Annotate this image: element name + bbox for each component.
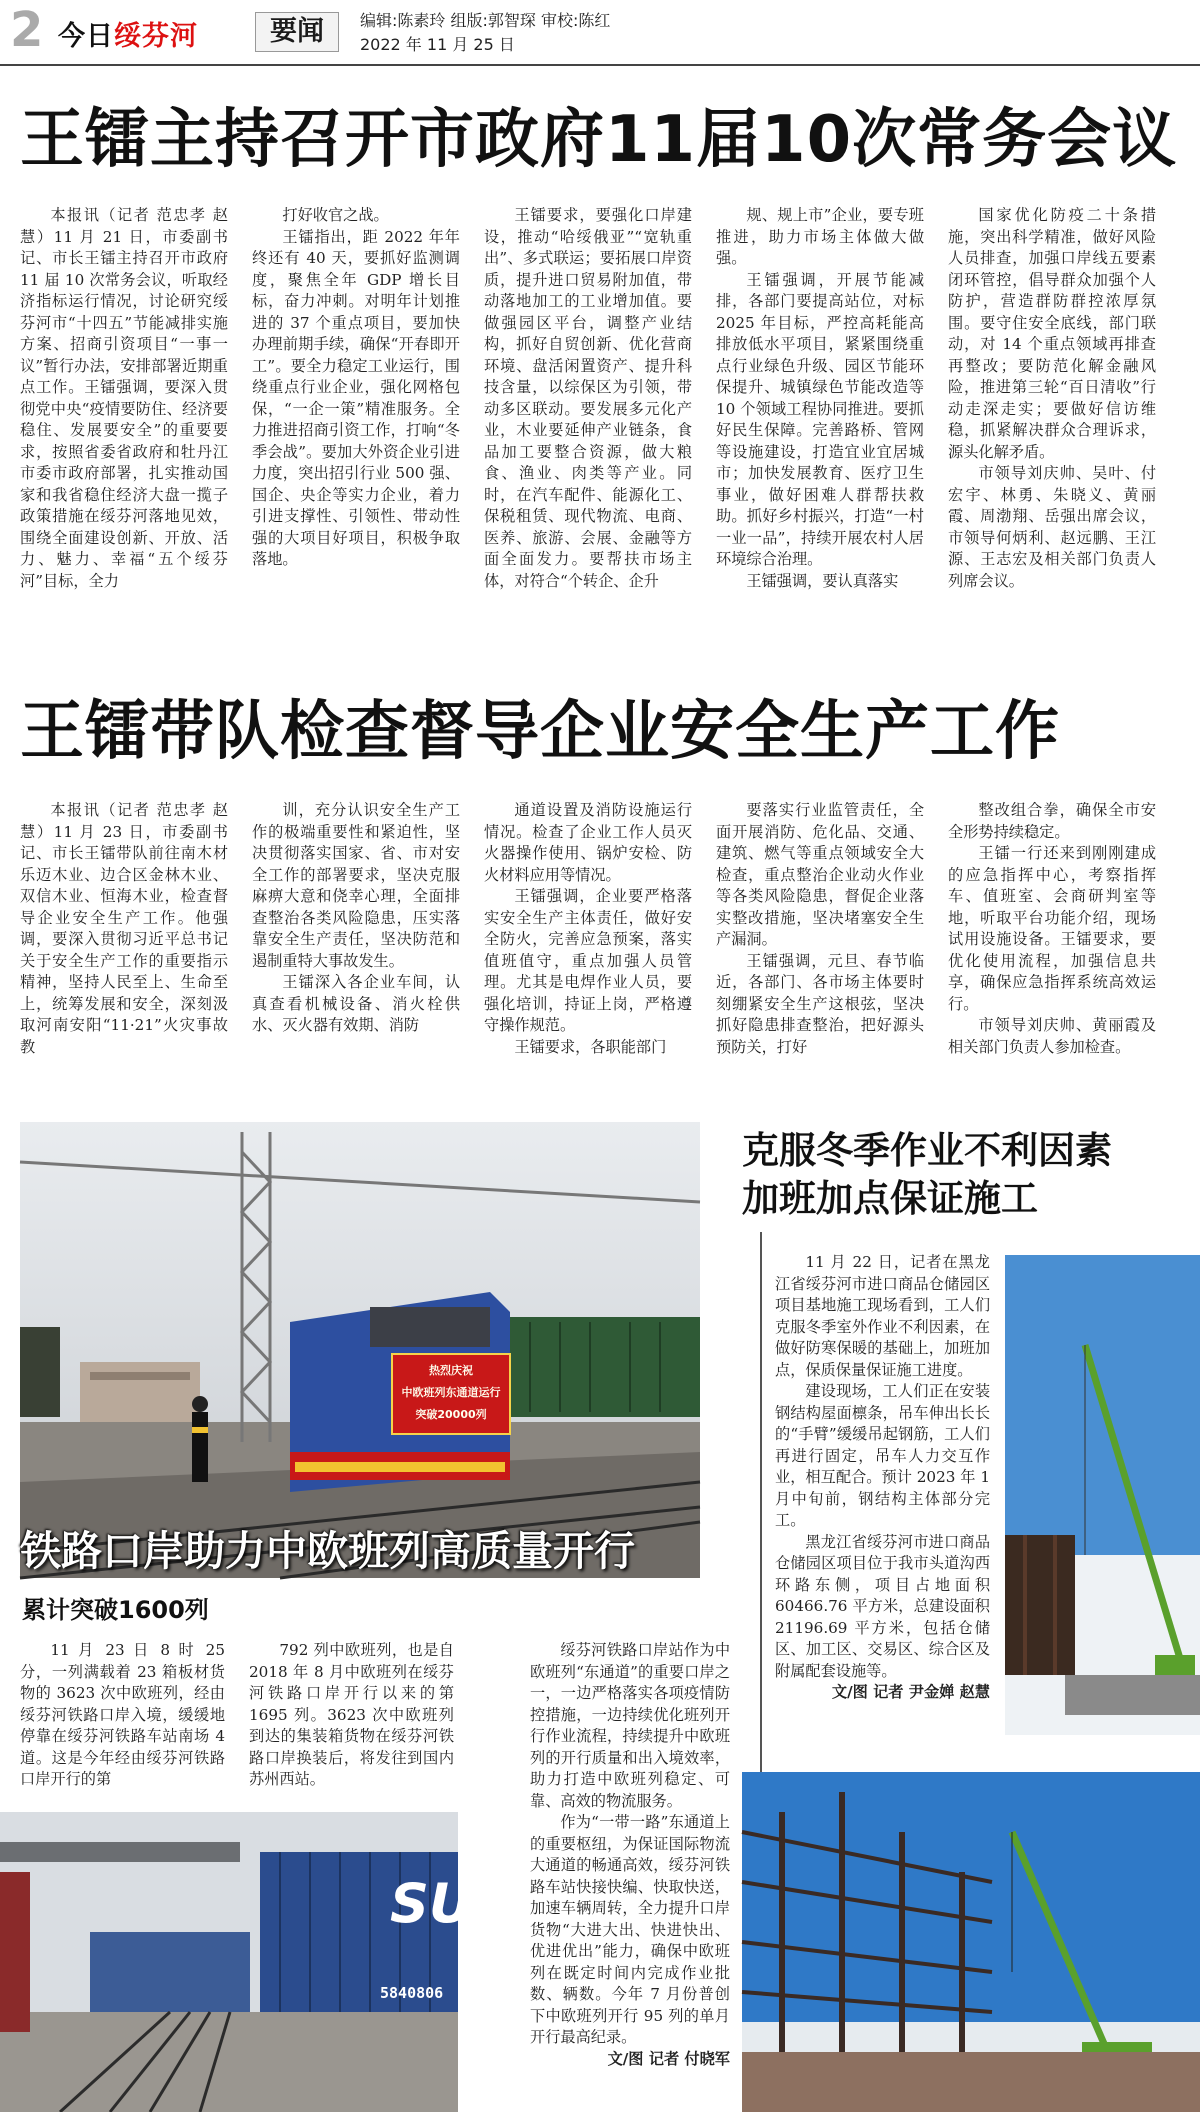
article2-text (252, 800, 460, 1037)
paragraph: 王镭深入各企业车间，认真查看机械设备、消火栓供水、灭火器有效期、消防 (252, 973, 460, 1034)
paragraph: 绥芬河铁路口岸站作为中欧班列“东通道”的重要口岸之一，一边严格落实各项疫情防控措施，一边持续优化班列开行作业流程，持续提升中欧班列的开行质量和出入境效率，助力打造中欧班列稳定、可靠、高效的物流服务。 (530, 1641, 730, 1810)
article4-headline-line1: 克服冬季作业不利因素 (742, 1129, 1112, 1172)
article1-col4 (716, 205, 924, 625)
article3-subheading: 累计突破1600列 (22, 1596, 209, 1624)
article1-col2 (252, 205, 460, 625)
article2-text: 本报讯（记者 范忠孝 赵慧）11 月 23 日，市委副书记、市长王镭带队前往南木材乐迈木业、边合区金林木业、双信木业、恒海木业，检查督导企业安全生产工作。他强调，要深入贯彻习近平总书记关于安全生产工作的重要指示精神，坚持人民至上、生命至上，统筹发展和安全，深刻汲取河南安阳“11·21”火灾事故教 (20, 801, 228, 1056)
train-illustration (20, 1122, 700, 1578)
article2-col4 (716, 800, 924, 1065)
article1-col3 (484, 205, 692, 625)
paragraph: 通道设置及消防设施运行情况。检查了企业工作人员灭火器操作使用、锅炉安检、防火材料应用等情况。 (484, 801, 692, 884)
article2-col5 (948, 800, 1156, 1065)
paragraph: 王镭要求，各职能部门 (514, 1037, 667, 1056)
paragraph: 王镭强调，开展节能减排，各部门要提高站位，对标 2025 年目标，严控高耗能高排放低水平项目，紧紧围绕重点行业绿色升级、园区节能环保提升、城镇绿色节能改造等 10 个领域工程协同推进。要抓好民生保障。完善路桥、管网等设施建设，打造宜业宜居城市；加快发展教育、医疗卫生事业，做好困难人群帮扶救助。抓好乡村振兴，打造“一村一业一品”，持续开展农村人居环境综合治理。 (716, 270, 924, 568)
paragraph: 王镭要求，要强化口岸建设，推动“哈绥俄亚”“宽轨重出”、多式联运；要拓展口岸资质，提升进口贸易附加值，带动落地加工的工业增加值。要做强园区平台，调整产业结构，抓好自贸创新、优化营商环境、盘活闲置资产、提升科技含量，以综保区为引领，带动多区联动。要发展多元化产业，木业要延伸产业链条，食品加工要整合资源，做大粮食、渔业、肉类等产业。同时，在汽车配件、能源化工、保税租赁、现代物流、电商、医养、旅游、会展、金融等方面全面发力。要帮扶市场主体，对符合“个转企、企升 (484, 206, 692, 590)
crane-illustration-1 (1005, 1255, 1200, 1735)
paragraph: 王镭强调，要认真落实 (746, 571, 899, 590)
brand-city: 绥芬河 (114, 21, 198, 52)
article3-col3 (530, 1640, 730, 2100)
article1-text (252, 205, 460, 571)
article1-col5 (948, 205, 1156, 625)
article4-body (775, 1252, 990, 1752)
paragraph: 国家优化防疫二十条措施，突出科学精准，做好风险人员排查，加强口岸线五要素闭环管控，倡导群众加强个人防护，营造群防群控浓厚氛围。要守住安全底线，部门联动，对 14 个重点领域再排查再整改；要防范化解金融风险，推进第三轮“百日清收”行动走深走实；要做好信访维稳，抓紧解决群众合理诉求，源头化解矛盾。 (948, 206, 1156, 461)
construction-photo-1 (1005, 1255, 1200, 1735)
article1-headline: 王镭主持召开市政府11届10次常务会议 (20, 103, 1178, 177)
article3-body-top (20, 1640, 454, 1810)
article3-byline (530, 2049, 730, 2071)
article3-text: 11 月 23 日 8 时 25 分，一列满载着 23 箱板材货物的 3623 次中欧班列，经由绥芬河铁路口岸入境，缓缓地停靠在绥芬河铁路车站南场 4 道。这是今年经由绥芬河铁路口岸开行的第 (20, 1641, 225, 1788)
paragraph: 作为“一带一路”东通道上的重要枢纽，为保证国际物流大通道的畅通高效，绥芬河铁路车站快接快编、快取快送，加速车辆周转，全力提升口岸货物“大进大出、快进快出、优进优出”能力，确保中欧班列在既定时间内完成作业批数、辆数。今年 7 月份普创下中欧班列开行 95 列的单月开行最高纪录。 (530, 1813, 730, 2046)
article2-text (484, 800, 692, 1058)
train-photo (20, 1122, 700, 1578)
article4-byline (775, 1682, 990, 1704)
container-yard-photo (0, 1812, 473, 2112)
paragraph: 文/图 记者 付晓军 (607, 2049, 730, 2068)
article1-text: 本报讯（记者 范忠孝 赵慧）11 月 21 日，市委副书记、市长王镭主持召开市政府 11 届 10 次常务会议，听取经济指标运行情况，讨论研究绥芬河市“十四五”节能减排实施方案、招商引资项目“一事一议”暂行办法，安排部署近期重点工作。王镭强调，要深入贯彻党中央“疫情要防住、经济要稳住、发展要安全”的重要要求，按照省委省政府和牡丹江市委市政府部署，扎实推动国家和我省稳住经济大盘一揽子政策措施在绥芬河落地见效，围绕全面建设创新、开放、活力、魅力、幸福“五个绥芬河”目标，全力 (20, 206, 228, 590)
page-number: 2 (10, 2, 44, 58)
article4-col (775, 1252, 990, 1752)
editor-credits: 编辑:陈素玲 组版:郭智琛 审校:陈红 (360, 11, 611, 30)
article3-col1 (20, 1640, 225, 1810)
article3-body-right (530, 1640, 730, 2100)
container-brand: SU (390, 1872, 473, 1935)
paragraph: 黑龙江省绥芬河市进口商品仓储园区项目位于我市头道沟西环路东侧，项目占地面积 60466.76 平方米，总建设面积 21196.69 平方米，包括仓储区、加工区、交易区、综合区及附属配套设施等。 (775, 1532, 990, 1680)
locomotive-banner-text: 热烈庆祝 中欧班列东通道运行 突破20000列 (401, 1364, 501, 1421)
article2-headline: 王镭带队检查督导企业安全生产工作 (20, 695, 1060, 769)
paragraph: 文/图 记者 尹金婵 赵慧 (831, 1683, 990, 1701)
container-illustration (0, 1812, 458, 2112)
article2-text (948, 800, 1156, 1058)
paragraph: 王镭指出，距 2022 年年终还有 40 天，要抓好监测调度，聚焦全年 GDP 增长目标，奋力冲刺。对明年计划推进的 37 个重点项目，要加快办理前期手续，确保“开春即开工”。要全力稳定工业运行，围绕重点行业企业，强化网格包保，“一企一策”精准服务。全力推进招商引资工作，打响“冬季会战”。要加大外资企业引进力度，突出招引行业 500 强、国企、央企等实力企业，着力引进支撑性、引领性、带动性强的大项目好项目，积极争取落地。 (252, 227, 460, 568)
newspaper-brand (58, 14, 198, 53)
article1-text (948, 205, 1156, 592)
paragraph: 王镭强调，元旦、春节临近，各部门、各市场主体要时刻绷紧安全生产这根弦，坚决抓好隐患排查整治，把好源头预防关，打好 (716, 951, 924, 1056)
paragraph: 市领导刘庆帅、黄丽霞及相关部门负责人参加检查。 (948, 1016, 1156, 1056)
container-number: 5840806 (380, 1984, 444, 2002)
train-photo-caption: 铁路口岸助力中欧班列高质量开行 (20, 1527, 635, 1575)
paragraph: 792 列中欧班列，也是自 2018 年 8 月中欧班列在绥芬河铁路口岸开行以来的第 1695 列。3623 次中欧班列到达的集装箱货物在绥芬河铁路口岸换装后，将发往到国内苏州西站。 (249, 1641, 454, 1788)
construction-photo-2 (742, 1772, 1200, 2112)
paragraph: 整改组合拳，确保全市安全形势持续稳定。 (948, 801, 1156, 841)
paragraph: 王镭一行还来到刚刚建成的应急指挥中心，考察指挥车、值班室、会商研判室等地，听取平台功能介绍，现场试用设施设备。王镭要求，要优化使用流程，加强信息共享，确保应急指挥系统高效运行。 (948, 844, 1156, 1013)
section-label: 要闻 (255, 12, 339, 52)
article2-text (716, 800, 924, 1058)
article3-text (530, 1640, 730, 2049)
divider-line (760, 1232, 762, 1772)
article2-col1 (20, 800, 228, 1065)
issue-date: 2022 年 11 月 25 日 (360, 35, 515, 54)
article2-body (20, 800, 1156, 1065)
article4-headline-line2: 加班加点保证施工 (742, 1177, 1038, 1220)
paragraph: 11 月 22 日，记者在黑龙江省绥芬河市进口商品仓储园区项目基地施工现场看到，工人们克服冬季室外作业不利因素，在做好防寒保暖的基础上，加班加点，保质保量保证施工进度。 (775, 1253, 990, 1379)
masthead (0, 0, 1200, 66)
paragraph: 建设现场，工人们正在安装钢结构屋面檩条，吊车伸出长长的“手臂”缓缓吊起钢筋，工人们再进行固定，吊车人力交互作业，相互配合。预计 2023 年 1 月中旬前，钢结构主体部分完工。 (775, 1382, 990, 1529)
paragraph: 训，充分认识安全生产工作的极端重要性和紧迫性，坚决贯彻落实国家、省、市对安全工作的部署要求，坚决克服麻痹大意和侥幸心理，全面排查整治各类风险隐患，压实落靠安全生产责任，坚决防范和遏制重特大事故发生。 (252, 801, 460, 970)
article1-text (716, 205, 924, 592)
article4-text (775, 1252, 990, 1682)
paragraph: 王镭强调，企业要严格落实安全生产主体责任，做好安全防火，完善应急预案，落实值班值守，重点加强人员管理。尤其是电焊作业人员，要强化培训，持证上岗，严格遵守操作规范。 (484, 887, 692, 1034)
article1-body (20, 205, 1156, 625)
article1-col1 (20, 205, 228, 625)
paragraph: 打好收官之战。 (282, 206, 389, 224)
paragraph: 规、规上市”企业，要专班推进，助力市场主体做大做强。 (716, 206, 924, 267)
paragraph: 市领导刘庆帅、吴叶、付宏宇、林勇、朱晓义、黄丽霞、周渤翔、岳强出席会议，市领导何炳利、赵远鹏、王江源、王志宏及相关部门负责人列席会议。 (948, 464, 1156, 590)
crane-illustration-2 (742, 1772, 1200, 2112)
brand-prefix: 今日 (58, 21, 114, 52)
article1-text (484, 205, 692, 592)
article3-col2 (249, 1640, 454, 1810)
article2-col2 (252, 800, 460, 1065)
paragraph: 要落实行业监管责任，全面开展消防、危化品、交通、建筑、燃气等重点领域安全大检查，重点整治企业动火作业等各类风险隐患，督促企业落实整改措施，坚决堵塞安全生产漏洞。 (716, 801, 924, 948)
article2-col3 (484, 800, 692, 1065)
article3-text (249, 1640, 454, 1791)
